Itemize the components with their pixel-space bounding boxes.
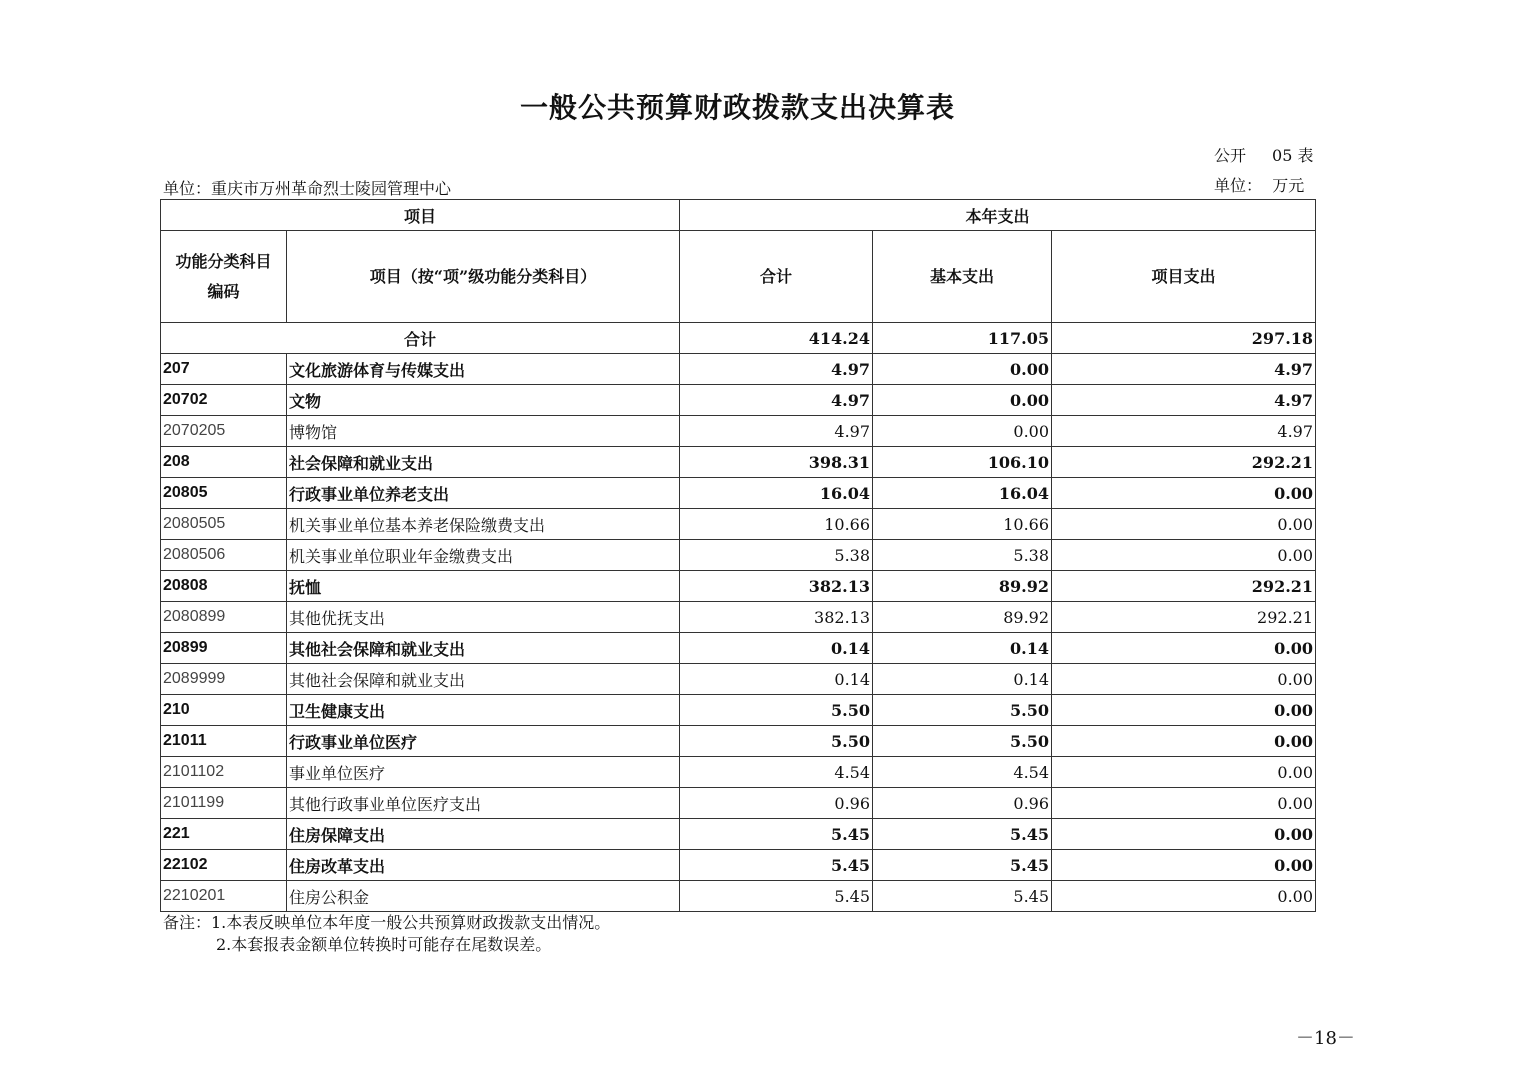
total-cell: 382.13	[680, 602, 873, 633]
name-cell: 住房改革支出	[287, 850, 680, 881]
table-row	[161, 757, 1316, 788]
table-row	[161, 540, 1316, 571]
name-cell: 卫生健康支出	[287, 695, 680, 726]
project-cell: 4.97	[1052, 385, 1316, 416]
total-cell: 5.50	[680, 695, 873, 726]
total-cell: 0.96	[680, 788, 873, 819]
name-cell: 其他行政事业单位医疗支出	[287, 788, 680, 819]
project-cell: 0.00	[1052, 664, 1316, 695]
table-row	[161, 819, 1316, 850]
name-cell: 文化旅游体育与传媒支出	[287, 354, 680, 385]
basic-cell: 4.54	[873, 757, 1052, 788]
code-cell: 22102	[161, 850, 287, 881]
basic-cell: 89.92	[873, 602, 1052, 633]
basic-cell: 16.04	[873, 478, 1052, 509]
code-cell: 2101199	[161, 788, 287, 819]
basic-cell: 5.45	[873, 850, 1052, 881]
total-cell: 5.45	[680, 850, 873, 881]
table-row	[161, 571, 1316, 602]
total-cell: 4.97	[680, 416, 873, 447]
table-row	[161, 881, 1316, 912]
code-cell: 2101102	[161, 757, 287, 788]
table-row	[161, 850, 1316, 881]
form-number-value: 05 表	[1272, 146, 1314, 165]
total-cell: 16.04	[680, 478, 873, 509]
basic-cell: 5.45	[873, 881, 1052, 912]
total-amount: 414.24	[680, 323, 873, 354]
name-cell: 其他社会保障和就业支出	[287, 664, 680, 695]
basic-cell: 5.45	[873, 819, 1052, 850]
table-row	[161, 354, 1316, 385]
project-cell: 292.21	[1052, 571, 1316, 602]
total-cell: 10.66	[680, 509, 873, 540]
name-cell: 住房保障支出	[287, 819, 680, 850]
code-cell: 21011	[161, 726, 287, 757]
expenditure-table	[160, 199, 1316, 912]
basic-cell: 106.10	[873, 447, 1052, 478]
project-cell: 0.00	[1052, 819, 1316, 850]
total-cell: 4.97	[680, 354, 873, 385]
code-cell: 20805	[161, 478, 287, 509]
code-cell: 20808	[161, 571, 287, 602]
header-code	[161, 231, 287, 323]
project-cell: 0.00	[1052, 633, 1316, 664]
name-cell: 行政事业单位养老支出	[287, 478, 680, 509]
basic-cell: 0.14	[873, 633, 1052, 664]
notes	[163, 912, 610, 956]
table-row	[161, 664, 1316, 695]
header-row-2	[161, 231, 1316, 323]
name-cell: 博物馆	[287, 416, 680, 447]
project-cell: 4.97	[1052, 354, 1316, 385]
name-cell: 事业单位医疗	[287, 757, 680, 788]
code-cell: 20702	[161, 385, 287, 416]
basic-cell: 89.92	[873, 571, 1052, 602]
basic-cell: 5.50	[873, 726, 1052, 757]
name-cell: 抚恤	[287, 571, 680, 602]
code-cell: 2080506	[161, 540, 287, 571]
header-basic: 基本支出	[873, 231, 1052, 323]
code-cell: 208	[161, 447, 287, 478]
name-cell: 其他社会保障和就业支出	[287, 633, 680, 664]
total-cell: 0.14	[680, 633, 873, 664]
page-title: 一般公共预算财政拨款支出决算表	[519, 91, 955, 124]
basic-cell: 0.14	[873, 664, 1052, 695]
table-row	[161, 633, 1316, 664]
header-item-name: 项目（按“项”级功能分类科目）	[287, 231, 680, 323]
project-cell: 0.00	[1052, 726, 1316, 757]
name-cell: 文物	[287, 385, 680, 416]
page-number: －18－	[1296, 1028, 1355, 1049]
header-row-1	[161, 200, 1316, 231]
table-row	[161, 509, 1316, 540]
project-cell: 0.00	[1052, 850, 1316, 881]
total-cell: 0.14	[680, 664, 873, 695]
basic-cell: 0.96	[873, 788, 1052, 819]
total-cell: 382.13	[680, 571, 873, 602]
project-cell: 0.00	[1052, 881, 1316, 912]
name-cell: 行政事业单位医疗	[287, 726, 680, 757]
unit-currency-value: 万元	[1272, 176, 1305, 195]
project-cell: 0.00	[1052, 695, 1316, 726]
project-cell: 0.00	[1052, 540, 1316, 571]
table-row	[161, 447, 1316, 478]
table-row	[161, 602, 1316, 633]
total-cell: 5.45	[680, 881, 873, 912]
total-label: 合计	[161, 323, 680, 354]
name-cell: 其他优抚支出	[287, 602, 680, 633]
total-row	[161, 323, 1316, 354]
basic-cell: 0.00	[873, 354, 1052, 385]
name-cell: 社会保障和就业支出	[287, 447, 680, 478]
total-basic: 117.05	[873, 323, 1052, 354]
project-cell: 0.00	[1052, 757, 1316, 788]
table-row	[161, 416, 1316, 447]
table-row	[161, 695, 1316, 726]
note-line-2: 2.本套报表金额单位转换时可能存在尾数误差。	[216, 935, 552, 954]
unit-currency	[1214, 173, 1304, 196]
unit-organization: 单位：重庆市万州革命烈士陵园管理中心	[163, 179, 452, 198]
project-cell: 0.00	[1052, 788, 1316, 819]
note-line-1: 备注：1.本表反映单位本年度一般公共预算财政拨款支出情况。	[163, 913, 611, 932]
basic-cell: 0.00	[873, 416, 1052, 447]
project-cell: 0.00	[1052, 509, 1316, 540]
form-number	[1214, 143, 1313, 166]
total-cell: 5.45	[680, 819, 873, 850]
total-cell: 398.31	[680, 447, 873, 478]
table-row	[161, 385, 1316, 416]
unit-currency-label: 单位：	[1214, 176, 1263, 195]
form-label: 公开	[1214, 146, 1247, 165]
header-code-line2: 编码	[207, 281, 240, 301]
code-cell: 2080505	[161, 509, 287, 540]
project-cell: 0.00	[1052, 478, 1316, 509]
code-cell: 2070205	[161, 416, 287, 447]
code-cell: 2080899	[161, 602, 287, 633]
name-cell: 住房公积金	[287, 881, 680, 912]
name-cell: 机关事业单位基本养老保险缴费支出	[287, 509, 680, 540]
code-cell: 2210201	[161, 881, 287, 912]
total-cell: 5.38	[680, 540, 873, 571]
basic-cell: 10.66	[873, 509, 1052, 540]
code-cell: 2089999	[161, 664, 287, 695]
table-row	[161, 788, 1316, 819]
total-project: 297.18	[1052, 323, 1316, 354]
header-project: 项目	[161, 200, 680, 231]
basic-cell: 5.38	[873, 540, 1052, 571]
basic-cell: 5.50	[873, 695, 1052, 726]
header-code-line1: 功能分类科目	[175, 251, 272, 271]
header-project-expense: 项目支出	[1052, 231, 1316, 323]
basic-cell: 0.00	[873, 385, 1052, 416]
project-cell: 292.21	[1052, 447, 1316, 478]
code-cell: 207	[161, 354, 287, 385]
total-cell: 4.97	[680, 385, 873, 416]
header-current-year: 本年支出	[680, 200, 1316, 231]
name-cell: 机关事业单位职业年金缴费支出	[287, 540, 680, 571]
code-cell: 221	[161, 819, 287, 850]
header-total: 合计	[680, 231, 873, 323]
total-cell: 5.50	[680, 726, 873, 757]
project-cell: 292.21	[1052, 602, 1316, 633]
code-cell: 20899	[161, 633, 287, 664]
total-cell: 4.54	[680, 757, 873, 788]
table-row	[161, 478, 1316, 509]
project-cell: 4.97	[1052, 416, 1316, 447]
table-row	[161, 726, 1316, 757]
code-cell: 210	[161, 695, 287, 726]
